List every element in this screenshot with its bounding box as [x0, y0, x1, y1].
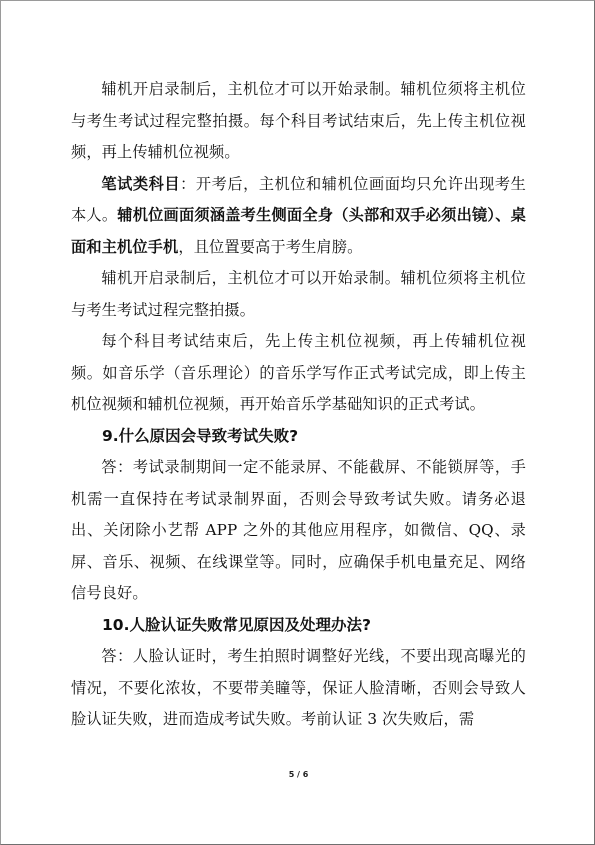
paragraph-recording-order: 辅机开启录制后，主机位才可以开始录制。辅机位须将主机位与考生考试过程完整拍摄。每个科目考试结束后，先上传主机位视频，再上传辅机位视频。 [71, 80, 526, 161]
paragraph-upload-order: 每个科目考试结束后，先上传主机位视频，再上传辅机位视频。如音乐学（音乐理论）的音乐学写作正式考试完成，即上传主机位视频和辅机位视频，再开始音乐学基础知识的正式考试。 [71, 332, 526, 413]
heading-question-9: 9.什么原因会导致考试失败? [102, 426, 299, 445]
page-content [71, 74, 526, 736]
heading-question-10: 10.人脸认证失败常见原因及处理办法? [102, 615, 371, 634]
paragraph-written-exam [71, 169, 526, 264]
paragraph-answer-10: 答：人脸认证时，考生拍照时调整好光线，不要出现高曝光的情况，不要化浓妆，不要带美瞳等，保证人脸清晰，否则会导致人脸认证失败，进而造成考试失败。考前认证 3 次失败后，需 [71, 647, 526, 728]
written-exam-text-b: ，且位置要高于考生肩膀。 [178, 237, 363, 256]
written-exam-text-a: ：开考后，主机位和辅机位画面均只允许出现考生本人。 [71, 174, 527, 224]
paragraph-answer-9: 答：考试录制期间一定不能录屏、不能截屏、不能锁屏等，手机需一直保持在考试录制界面，否则会导致考试失败。请务必退出、关闭除小艺帮 APP 之外的其他应用程序，如微信、QQ、录屏、音乐、视频、在线课堂等。同时，应确保手机电量充足、网络信号良好。 [71, 458, 526, 602]
paragraph-recording-order-2: 辅机开启录制后，主机位才可以开始录制。辅机位须将主机位与考生考试过程完整拍摄。 [71, 269, 526, 319]
page-number: 5 / 6 [288, 770, 309, 779]
written-exam-label: 笔试类科目 [101, 174, 181, 193]
written-exam-emphasis: 辅机位画面须涵盖考生侧面全身（头部和双手必须出镜）、桌面和主机位手机 [71, 206, 527, 256]
